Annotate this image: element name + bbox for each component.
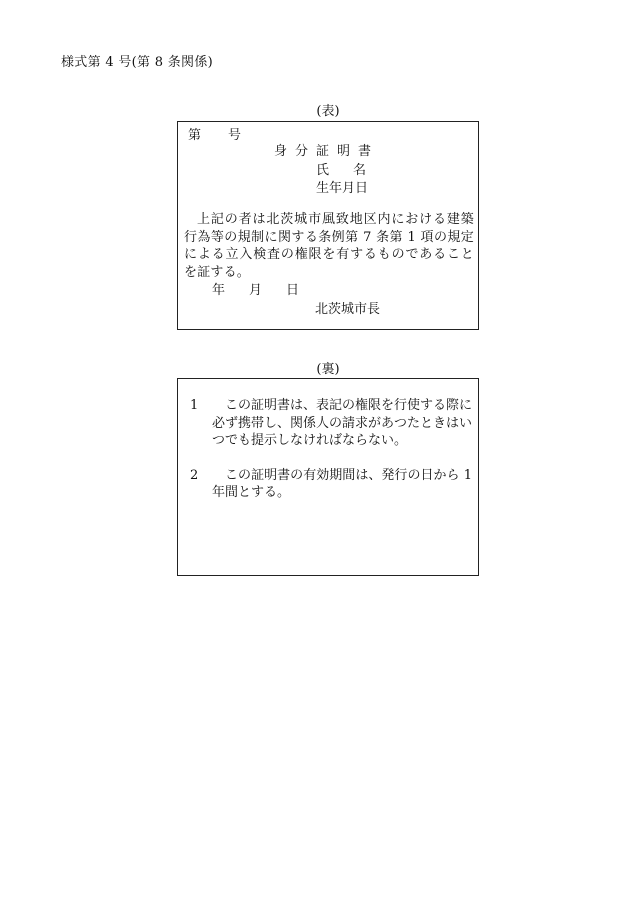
form-number-label: 様式第 4 号(第 8 条関係): [61, 55, 214, 70]
birth-date-field: 生年月日: [316, 181, 369, 196]
card-number-label: 第: [188, 128, 202, 143]
note-number: 1: [190, 398, 199, 413]
note-item: [190, 397, 472, 450]
note-text: この証明書の有効期間は、発行の日から 1 年間とする。: [212, 467, 472, 500]
front-side-label: (表): [316, 104, 340, 119]
note-item: [190, 467, 472, 502]
date-year: 年: [212, 283, 226, 298]
id-card-front: [177, 121, 479, 330]
certificate-body: 上記の者は北茨城市風致地区内における建築行為等の規制に関する条例第 7 条第 1 項の規定による立入検査の権限を有するものであることを証する。: [184, 212, 474, 280]
name-label-first: 氏: [316, 163, 330, 178]
name-field: [316, 159, 366, 178]
note-text: この証明書は、表記の権限を行使する際に必ず携帯し、関係人の請求があつたときはいつでも提示しなければならない。: [212, 398, 473, 448]
issue-date: [212, 279, 299, 298]
date-month: 月: [249, 283, 263, 298]
name-label-second: 名: [353, 163, 367, 178]
back-side-label: (裏): [316, 362, 340, 377]
notes-list: [190, 397, 472, 519]
date-day: 日: [286, 283, 300, 298]
issuer-name: 北茨城市長: [315, 302, 381, 317]
note-number: 2: [190, 467, 199, 483]
card-title: 身分証明書: [274, 144, 380, 159]
card-number-suffix: 号: [228, 128, 242, 143]
id-card-back: [177, 378, 479, 576]
